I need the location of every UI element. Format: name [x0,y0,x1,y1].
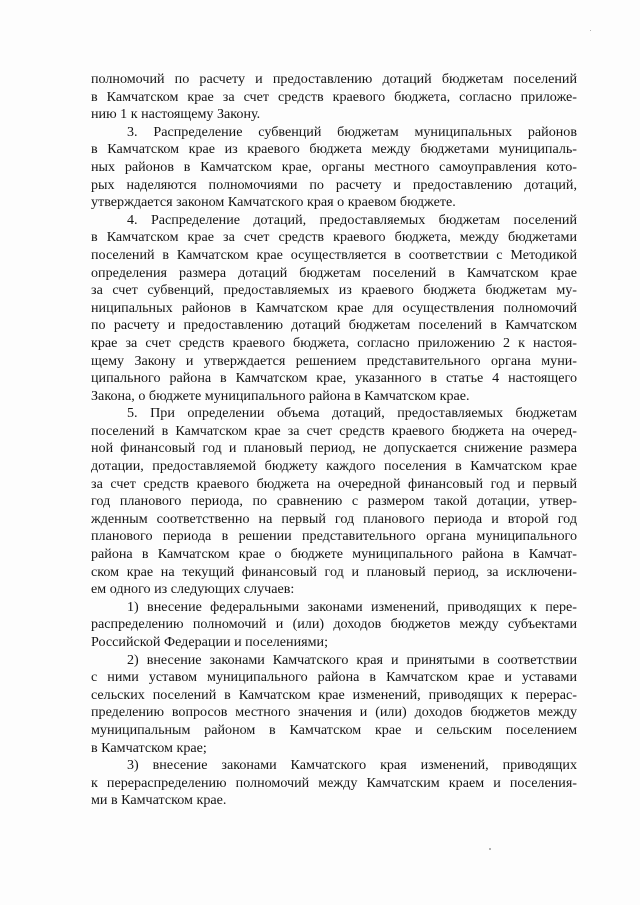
text-line: муниципальным районом в Камчатском крае и сельским поселением [91,721,577,738]
text-line: в Камчатском крае за счет средств краевого бюджета, согласно приложе- [91,88,577,105]
text-line: с ними уставом муниципального района в Камчатском крае и уставами [91,669,577,686]
text-line: по расчету и предоставлению дотаций бюджетам поселений в Камчатском [91,317,577,334]
text-line: определения размера дотаций бюджетам поселений в Камчатском крае [91,264,577,281]
text-line: в Камчатском крае из краевого бюджета между бюджетами муниципаль- [91,141,577,158]
document-body-text [91,71,577,810]
text-line: щему Закону и утверждается решением представительного органа муни- [91,352,577,369]
text-line: крае за счет средств краевого бюджета, согласно приложению 2 к настоя- [91,334,577,351]
text-line: за счет субвенций, предоставляемых из краевого бюджета бюджетам му- [91,282,577,299]
text-line: района в Камчатском крае о бюджете муниципального района в Камчат- [91,546,577,563]
text-line: нию 1 к настоящему Закону. [91,106,261,123]
text-line: 3. Распределение субвенций бюджетам муниципальных районов [127,123,577,140]
text-line: полномочий по расчету и предоставлению дотаций бюджетам поселений [91,71,577,87]
text-line: к перераспределению полномочий между Камчатским краем и поселения- [91,774,577,791]
text-line: 2) внесение законами Камчатского края и принятыми в соответствии [127,651,577,668]
text-line: 5. При определении объема дотаций, предоставляемых бюджетам [127,405,577,422]
text-line: год планового периода, по сравнению с размером такой дотации, утвер- [91,493,577,510]
text-line: дотации, предоставляемой бюджету каждого поселения в Камчатском крае [91,458,577,475]
text-line: 1) внесение федеральными законами изменений, приводящих к пере- [127,598,577,615]
text-line: утверждается законом Камчатского края о краевом бюджете. [91,194,456,211]
text-line: 3) внесение законами Камчатского края изменений, приводящих [127,757,577,774]
text-line: ем одного из следующих случаев: [91,581,295,598]
text-line: жденным соответственно на первый год планового периода и второй год [91,510,577,527]
scan-speck [590,30,591,31]
text-line: сельских поселений в Камчатском крае изменений, приводящих к перерас- [91,686,577,703]
text-line: распределению полномочий и (или) доходов бюджетов между субъектами [91,616,577,633]
text-line: ной финансовый год и плановый период, не допускается снижение размера [91,440,577,457]
scan-speck [489,848,491,850]
text-line: в Камчатском крае за счет средств краевого бюджета, между бюджетами [91,229,577,246]
text-line: Российской Федерации и поселениями; [91,634,328,650]
text-line: поселений в Камчатском крае осуществляется в соответствии с Методикой [91,246,577,263]
text-line: пределению вопросов местного значения и (или) доходов бюджетов между [91,704,577,721]
text-line: Закона, о бюджете муниципального района в Камчатском крае. [91,387,470,404]
text-line: 4. Распределение дотаций, предоставляемых бюджетам поселений [127,211,577,228]
text-line: ском крае на текущий финансовый год и плановый период, за исключени- [91,563,577,580]
text-line: рых наделяются полномочиями по расчету и предоставлению дотаций, [91,176,577,193]
text-line: ципального района в Камчатском крае, указанного в статье 4 настоящего [91,370,577,387]
text-line: планового периода в решении представительного органа муниципального [91,528,577,545]
text-line: ми в Камчатском крае. [91,792,227,809]
text-line: поселений в Камчатском крае за счет средств краевого бюджета на очеред- [91,422,577,439]
text-line: ных районов в Камчатском крае, органы местного самоуправления кото- [91,158,577,175]
text-line: в Камчатском крае; [91,739,207,756]
text-line: ниципальных районов в Камчатском крае для осуществления полномочий [91,299,577,316]
text-line: за счет средств краевого бюджета на очередной финансовый год и первый [91,475,577,492]
